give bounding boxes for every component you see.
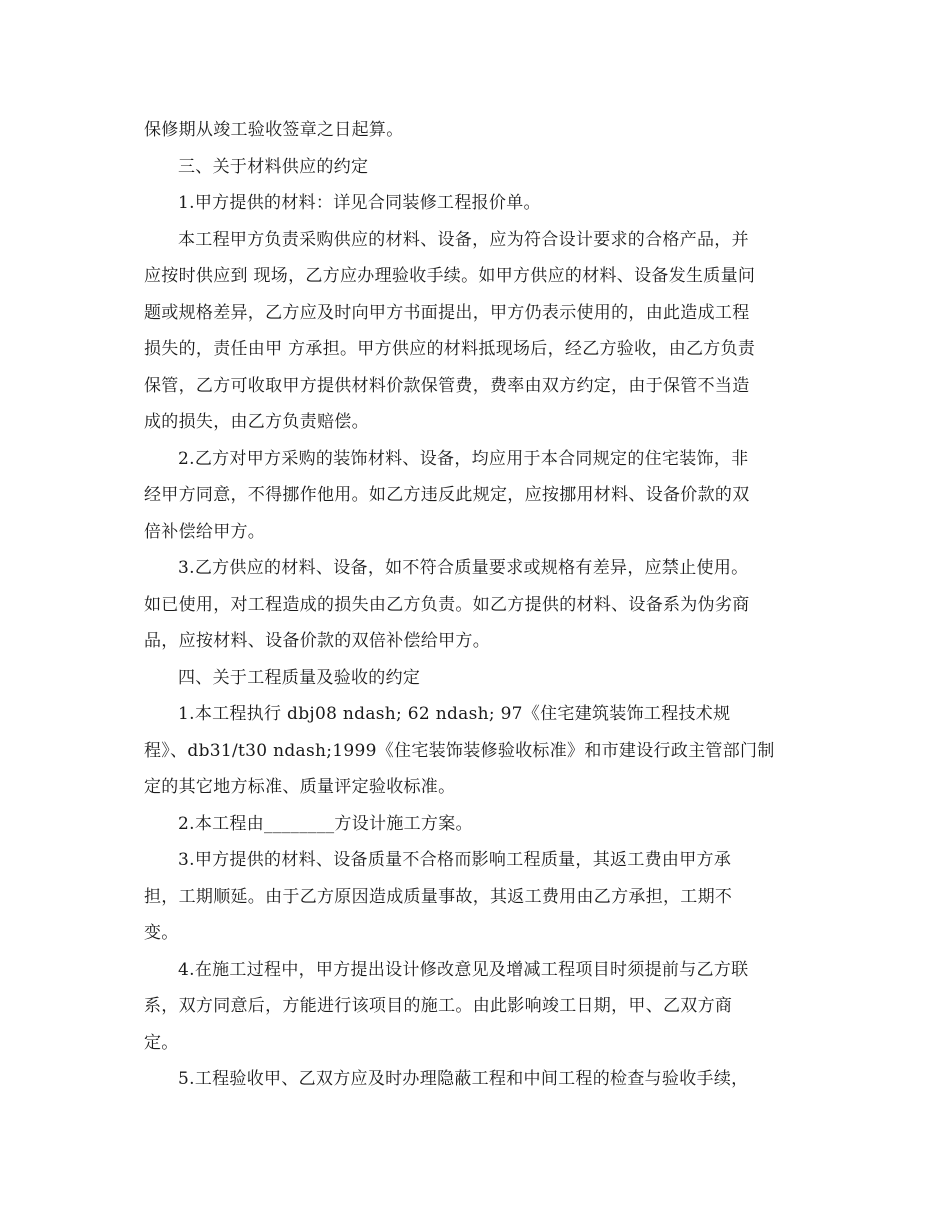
paragraph-line: 3.乙方供应的材料、设备，如不符合质量要求或规格有差异，应禁止使用。 [178, 558, 749, 578]
paragraph-line: 本工程甲方负责采购供应的材料、设备，应为符合设计要求的合格产品，并 [178, 229, 749, 250]
paragraph-line: 损失的，责任由甲 方承担。甲方供应的材料抵现场后，经乙方验收，由乙方负责 [144, 339, 756, 359]
paragraph-line: 2.本工程由________方设计施工方案。 [178, 813, 473, 834]
paragraph-line: 1.甲方提供的材料：详见合同装修工程报价单。 [178, 193, 541, 213]
paragraph-line: 应按时供应到 现场，乙方应办理验收手续。如甲方供应的材料、设备发生质量问 [144, 266, 756, 286]
paragraph-line: 倍补偿给甲方。 [144, 521, 266, 542]
paragraph-line: 题或规格差异，乙方应及时向甲方书面提出，甲方仍表示使用的，由此造成工程 [144, 302, 750, 323]
paragraph-line: 变。 [144, 923, 179, 943]
paragraph-line: 5.工程验收甲、乙双方应及时办理隐蔽工程和中间工程的检查与验收手续， [178, 1069, 749, 1089]
paragraph-line: 2.乙方对甲方采购的装饰材料、设备，均应用于本合同规定的住宅装饰，非 [178, 448, 749, 469]
paragraph-line: 成的损失，由乙方负责赔偿。 [144, 412, 369, 432]
paragraph-line: 保修期从竣工验收签章之日起算。 [144, 120, 404, 140]
paragraph-line: 1.本工程执行 dbj08 ndash; 62 ndash; 97《住宅建筑装饰工程技术规 [178, 704, 731, 724]
paragraph-line: 程》、db31/t30 ndash;1999《住宅装饰装修验收标准》和市建设行政主管部门制 [144, 740, 775, 761]
paragraph-line: 经甲方同意，不得挪作他用。如乙方违反此规定，应按挪用材料、设备价款的双 [144, 485, 750, 505]
paragraph-line: 如已使用，对工程造成的损失由乙方负责。如乙方提供的材料、设备系为伪劣商 [144, 594, 750, 615]
paragraph-line: 定的其它地方标准、质量评定验收标准。 [144, 777, 456, 797]
section-heading-4: 四、关于工程质量及验收的约定 [178, 667, 421, 688]
document-body [144, 112, 810, 1098]
paragraph-line: 担，工期顺延。由于乙方原因造成质量事故，其返工费用由乙方承担，工期不 [144, 886, 733, 907]
paragraph-line: 保管，乙方可收取甲方提供材料价款保管费，费率由双方约定，由于保管不当造 [144, 375, 750, 396]
paragraph-line: 定。 [144, 1032, 179, 1053]
section-heading-3: 三、关于材料供应的约定 [178, 156, 369, 177]
paragraph-line: 品，应按材料、设备价款的双倍补偿给甲方。 [144, 631, 490, 651]
paragraph-line: 系，双方同意后，方能进行该项目的施工。由此影响竣工日期，甲、乙双方商 [144, 996, 733, 1016]
paragraph-line: 3.甲方提供的材料、设备质量不合格而影响工程质量，其返工费由甲方承 [178, 850, 732, 870]
paragraph-line: 4.在施工过程中，甲方提出设计修改意见及增减工程项目时须提前与乙方联 [178, 959, 749, 980]
